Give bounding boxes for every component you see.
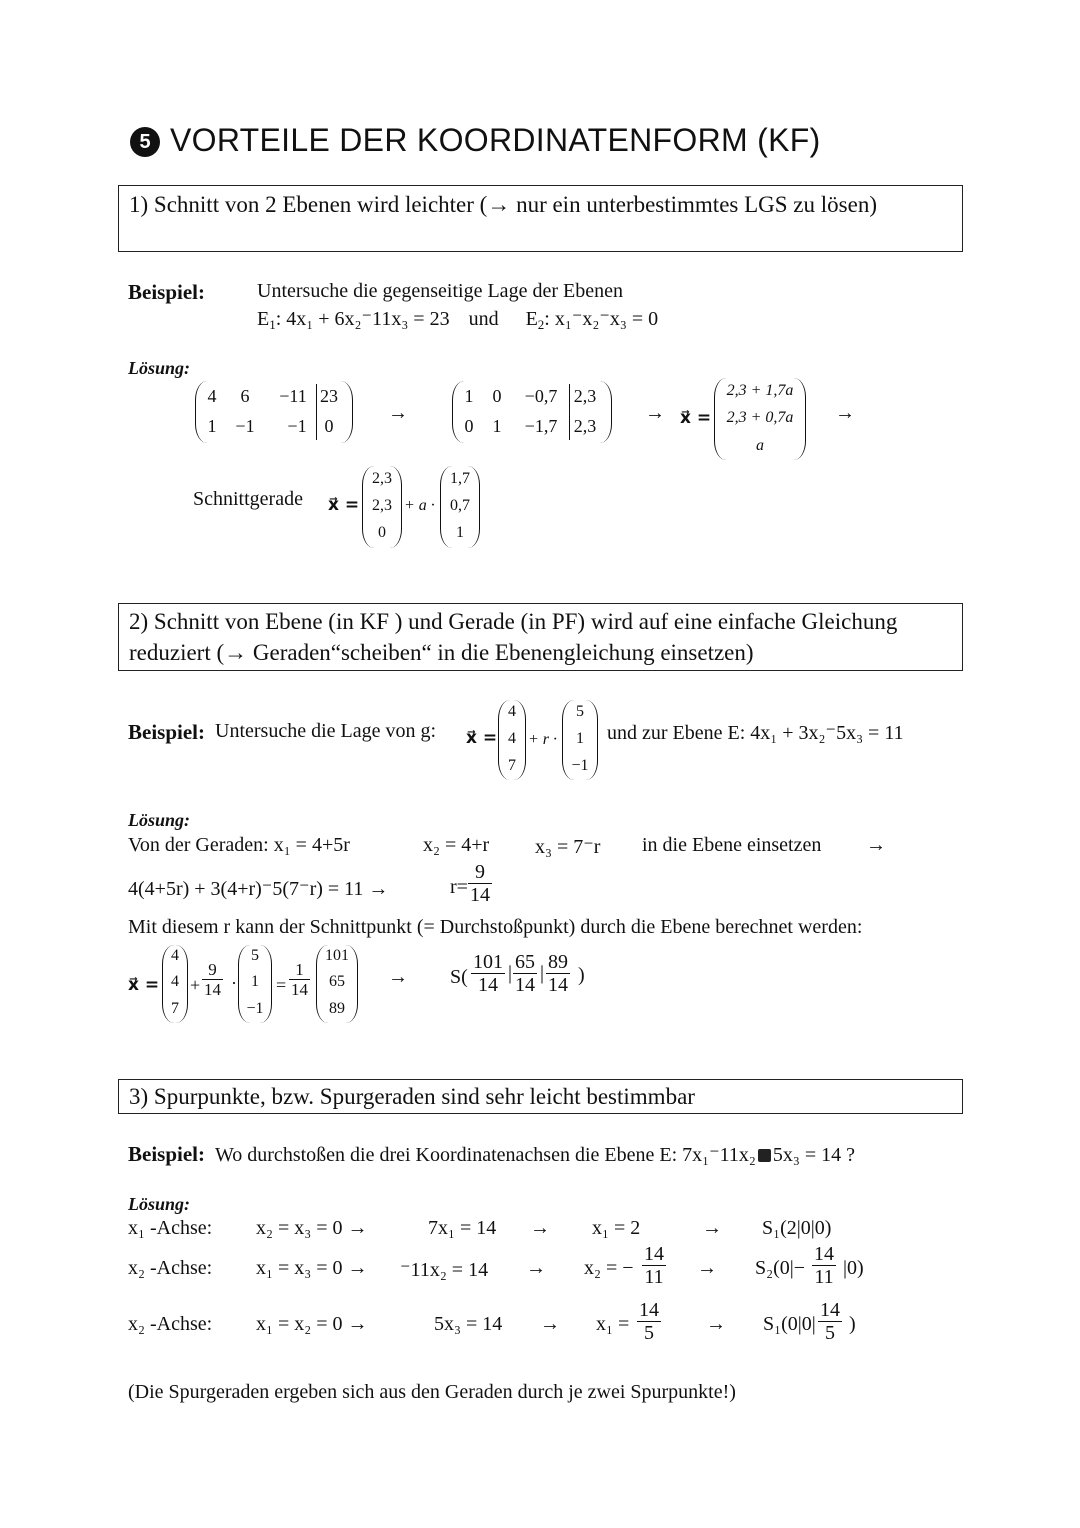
r-equals: r= [450, 876, 468, 898]
axis-row-3-point-post: ) [849, 1313, 856, 1335]
axis-row-2-arrow2: → [697, 1257, 717, 1279]
arrow-2: → [645, 402, 665, 424]
m1-r0-c3: 23 [320, 386, 338, 406]
sol-vec-2: a [756, 437, 764, 454]
g-dir-0: 5 [576, 703, 584, 720]
g-sup-1: 4 [508, 730, 516, 747]
arrow-1: → [388, 402, 408, 424]
and-word: und [468, 308, 499, 330]
calc-plus: + [190, 975, 201, 995]
arrow-5: → [388, 966, 408, 988]
m1-r1-c3: 0 [324, 416, 334, 436]
s-frac-1 [471, 951, 505, 996]
augmented-matrix-1 [195, 381, 353, 443]
x-vector-label-3: x⃗ = [466, 728, 498, 748]
axis-row-2-res-den: 11 [644, 1266, 664, 1288]
axis-row-2-res-pre: x₂ = − [584, 1257, 634, 1279]
calc-res-fraction [289, 960, 310, 999]
plus-r: + r · [528, 731, 558, 748]
g-sup-0: 4 [508, 703, 516, 720]
axis-row-1-point: S₁(2|0|0) [762, 1217, 832, 1239]
sub-line-d: in die Ebene einsetzen [642, 834, 822, 856]
s-num-3: 89 [548, 951, 568, 973]
s-num-2: 65 [515, 951, 535, 973]
s-num-1: 101 [473, 951, 503, 973]
axis-row-3-res-pre: x₁ = [596, 1313, 630, 1335]
r-fraction [468, 861, 492, 906]
sub-line-a: Von der Geraden: x₁ = 4+5r [128, 834, 350, 856]
section-title: VORTEILE DER KOORDINATENFORM (KF) [170, 122, 821, 158]
m1-separator [316, 384, 317, 440]
plus-a: + a · [404, 497, 435, 514]
line-g-support [498, 700, 526, 780]
arrow-3: → [835, 402, 855, 424]
s-den-2: 14 [515, 974, 535, 996]
calc-res-num: 1 [289, 960, 310, 980]
calc-sup-1: 4 [171, 973, 179, 990]
axis-row-3-eq: 5x₃ = 14 [434, 1313, 503, 1335]
dir1-0: 1,7 [450, 470, 470, 487]
box-1 [118, 185, 963, 252]
g-dir-2: −1 [571, 757, 589, 774]
m2-r0-c0: 1 [464, 386, 474, 406]
example-1-planes [257, 306, 658, 333]
g-dir-1: 1 [576, 730, 584, 747]
calc-res-2: 89 [329, 1000, 345, 1017]
calc-frac-num: 9 [202, 960, 223, 980]
axis-row-1-res: x₁ = 2 [592, 1217, 641, 1239]
example-3-task-text: Wo durchstoßen die drei Koordinatenachsen die Ebene E: 7x₁⁻11x₂ [215, 1144, 756, 1166]
solution-vector [714, 378, 806, 460]
m1-r1-c0: 1 [207, 416, 217, 436]
example-2-label: Beispiel: [128, 720, 205, 744]
axis-row-3-arrow: → [540, 1313, 560, 1335]
axis-row-3-arrow2: → [706, 1313, 726, 1335]
m1-r0-c1: 6 [240, 386, 250, 406]
m1-r0-c2: −11 [279, 386, 307, 406]
calc-dir-1: 1 [251, 973, 259, 990]
r-den: 14 [470, 884, 490, 906]
calc-res-0: 101 [325, 947, 349, 964]
direction-vector-1 [440, 466, 480, 548]
axis-row-2-eq: ⁻11x₂ = 14 [400, 1259, 489, 1281]
s-label: S( [450, 966, 468, 988]
m2-r1-c0: 0 [464, 416, 474, 436]
box-2 [118, 603, 963, 671]
box-3-text: 3) Spurpunkte, bzw. Spurgeraden sind sehr leicht bestimmbar [129, 1084, 695, 1109]
axis-row-1-cond: x₂ = x₃ = 0 → [256, 1217, 368, 1239]
m1-r1-c2: −1 [287, 416, 307, 436]
calc-fraction [202, 960, 223, 999]
example-2-plane: und zur Ebene E: 4x₁ + 3x₂⁻5x₃ = 11 [607, 722, 904, 744]
plane-e2-sub: 2 [537, 317, 545, 332]
axis-row-2-point-pre: S₂(0|− [755, 1257, 806, 1279]
solution-3-label: Lösung: [128, 1194, 191, 1214]
support-vector-1 [362, 466, 402, 548]
plane-e2-eq: : x₁⁻x₂⁻x₃ = 0 [544, 308, 659, 330]
axis-row-2-cond: x₁ = x₃ = 0 → [256, 1257, 368, 1279]
plane-e1-eq: : 4x₁ + 6x₂⁻11x₃ = 23 [275, 308, 450, 330]
x-vector-label-4: x⃗ = [128, 975, 160, 995]
section-number-badge [130, 127, 160, 157]
calc-sup-0: 4 [171, 947, 179, 964]
trace-lines-note: (Die Spurgeraden ergeben sich aus den Geraden durch je zwei Spurpunkte!) [128, 1381, 736, 1403]
calc-dir-0: 5 [251, 947, 259, 964]
augmented-matrix-2 [452, 381, 612, 443]
solution-1-label: Lösung: [128, 358, 191, 378]
axis-row-3-cond: x₁ = x₂ = 0 → [256, 1313, 368, 1335]
sup1-0: 2,3 [372, 470, 392, 487]
s-frac-2 [513, 951, 537, 996]
sup1-2: 0 [378, 524, 386, 541]
axis-row-3-res-frac [637, 1299, 661, 1344]
line-label: Schnittgerade [193, 488, 303, 510]
dir1-2: 1 [456, 524, 464, 541]
plane-e1-sub: 1 [269, 317, 276, 332]
arrow-4: → [866, 834, 886, 856]
example-2-task: Untersuche die Lage von g: [215, 720, 437, 742]
plane-e1-name: E [257, 308, 270, 330]
example-1-label: Beispiel: [128, 280, 205, 304]
axis-row-2-arrow: → [526, 1257, 546, 1279]
example-3-task [215, 1142, 855, 1167]
m2-r1-c1: 1 [492, 416, 502, 436]
s-sep-2: | [540, 962, 545, 984]
axis-row-3-point-pre: S₁(0|0| [763, 1313, 816, 1335]
m2-r1-c2: −1,7 [524, 416, 558, 436]
text-mit: Mit diesem r kann der Schnittpunkt (= Durchstoßpunkt) durch die Ebene berechnet werden: [128, 916, 863, 938]
axis-row-2-point-den: 11 [814, 1266, 834, 1288]
axis-row-3-axis: x₂ -Achse: [128, 1313, 213, 1335]
s-den-3: 14 [548, 974, 568, 996]
calc-res-den: 14 [291, 980, 308, 999]
sub-line-b: x₂ = 4+r [423, 834, 490, 856]
axis-row-2-res-num: 14 [644, 1243, 664, 1265]
calc-direction [238, 945, 272, 1023]
axis-row-1-axis: x₁ -Achse: [128, 1217, 213, 1239]
axis-row-3-point-num: 14 [820, 1299, 840, 1321]
example-1-task: Untersuche die gegenseitige Lage der Ebenen [257, 280, 623, 302]
calc-sup-2: 7 [171, 1000, 179, 1017]
m1-r1-c1: −1 [235, 416, 255, 436]
m2-separator [569, 384, 570, 440]
s-close: ) [578, 964, 585, 986]
s-frac-3 [546, 951, 570, 996]
solution-2-label: Lösung: [128, 810, 191, 830]
g-sup-2: 7 [508, 757, 516, 774]
calc-dir-2: −1 [246, 1000, 264, 1017]
example-3-label: Beispiel: [128, 1142, 205, 1166]
example-3-task-end: 5x₃ = 14 ? [772, 1144, 856, 1166]
axis-row-1-eq: 7x₁ = 14 [428, 1217, 497, 1239]
axis-row-3-point-frac [818, 1299, 842, 1344]
s-den-1: 14 [478, 974, 498, 996]
calc-equals: = [276, 975, 287, 995]
axis-row-2-point-frac [812, 1243, 836, 1288]
axis-row-2-point-post: |0) [843, 1257, 864, 1279]
m2-r1-c3: 2,3 [573, 416, 597, 436]
axis-row-3-res-den: 5 [644, 1322, 654, 1344]
box-2-text: 2) Schnitt von Ebene (in KF ) und Gerade (in PF) wird auf eine einfache Gleichung reduziert (→ Geraden“scheiben“ in die Ebenengleichung einsetzen) [129, 609, 898, 665]
axis-row-3-res-num: 14 [639, 1299, 659, 1321]
calc-result [316, 945, 358, 1023]
dir1-1: 0,7 [450, 497, 470, 514]
box-1-text: 1) Schnitt von 2 Ebenen wird leichter (→ nur ein unterbestimmtes LGS zu lösen) [129, 192, 877, 217]
box-3 [118, 1079, 963, 1114]
axis-row-2-point-num: 14 [814, 1243, 834, 1265]
m2-r0-c1: 0 [492, 386, 502, 406]
sol-vec-1: 2,3 + 0,7a [726, 409, 794, 426]
r-num: 9 [468, 861, 492, 884]
x-vector-label-2: x⃗ = [328, 495, 360, 515]
calc-res-1: 65 [329, 973, 345, 990]
equation-r: 4(4+5r) + 3(4+r)⁻5(7⁻r) = 11 → [128, 878, 389, 900]
section-number: 5 [139, 131, 151, 153]
broken-glyph-icon [758, 1149, 771, 1162]
plane-e2-name: E [525, 308, 538, 330]
s-sep-1: | [508, 962, 513, 984]
sol-vec-0: 2,3 + 1,7a [726, 382, 794, 399]
axis-row-1-arrow: → [530, 1217, 550, 1239]
axis-row-2-res-frac [642, 1243, 666, 1288]
calc-support [162, 945, 188, 1023]
axis-row-1-arrow2: → [702, 1217, 722, 1239]
m2-r0-c2: −0,7 [524, 386, 558, 406]
calc-dot: · [231, 973, 237, 993]
axis-row-2-axis: x₂ -Achse: [128, 1257, 213, 1279]
x-vector-label-1: x⃗ = [680, 408, 712, 428]
calc-frac-den: 14 [204, 980, 221, 999]
sub-line-c: x₃ = 7⁻r [535, 836, 601, 858]
m2-r0-c3: 2,3 [573, 386, 597, 406]
axis-row-3-point-den: 5 [825, 1322, 835, 1344]
m1-r0-c0: 4 [207, 386, 217, 406]
line-g-direction [562, 700, 598, 780]
sup1-1: 2,3 [372, 497, 392, 514]
